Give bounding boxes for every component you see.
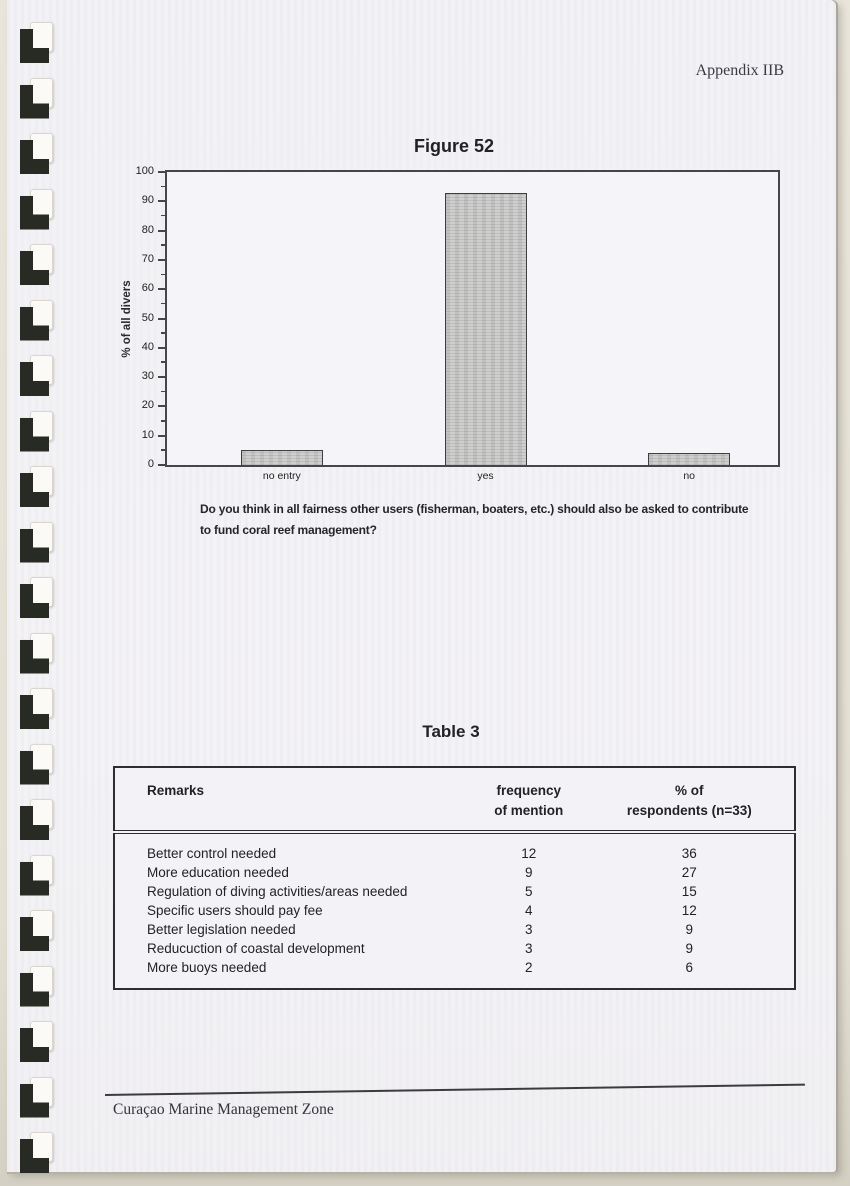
cell-remark: Better control needed — [147, 846, 277, 861]
binding-clip — [20, 522, 54, 564]
y-tick-label: 80 — [141, 223, 154, 236]
cell-percent: 36 — [681, 846, 697, 861]
cell-filler — [764, 832, 795, 863]
table-row — [114, 939, 795, 958]
appendix-label: Appendix IIB — [695, 62, 784, 79]
punched-hole — [30, 633, 53, 663]
caption-line-1: Do you think in all fairness other users (fisherman, boaters, etc.) should also be asked to contribute — [200, 502, 749, 516]
binding-clip — [20, 577, 54, 619]
binding-clip — [20, 1077, 54, 1119]
binding-clip — [20, 411, 54, 453]
table-row — [114, 863, 795, 882]
col-header-frequency — [443, 767, 614, 832]
y-minor-tick — [161, 391, 167, 393]
cell-frequency: 3 — [524, 922, 533, 937]
cell-frequency: 5 — [524, 884, 533, 899]
binding-clip — [20, 799, 54, 841]
cell-frequency: 2 — [524, 960, 533, 975]
col-header-frequency-line2: of mention — [494, 803, 564, 818]
table-row — [114, 901, 795, 920]
figure-caption — [200, 499, 820, 541]
binding-clip — [20, 189, 54, 231]
cell-filler — [764, 958, 795, 989]
y-minor-tick — [161, 303, 167, 305]
binding-clip — [20, 22, 54, 64]
punched-hole — [30, 799, 53, 829]
y-tick-label: 100 — [135, 165, 154, 177]
bar-no-entry — [241, 450, 323, 465]
y-major-tick — [158, 405, 167, 407]
punched-hole — [30, 966, 53, 996]
footer-text: Curaçao Marine Management Zone — [113, 1101, 334, 1118]
punched-hole — [30, 688, 53, 718]
figure-title: Figure 52 — [413, 136, 495, 156]
y-major-tick — [158, 376, 167, 378]
punched-hole — [30, 522, 53, 552]
cell-percent: 6 — [685, 960, 694, 975]
bar-yes — [445, 193, 527, 465]
punched-hole — [30, 1132, 53, 1162]
binding-clip — [20, 1021, 54, 1063]
y-major-tick — [158, 464, 167, 466]
cell-filler — [764, 863, 795, 882]
y-minor-tick — [161, 186, 167, 188]
punched-hole — [30, 300, 53, 330]
binding-clip — [20, 466, 54, 508]
cell-remark: Specific users should pay fee — [147, 903, 323, 918]
punched-hole — [30, 910, 53, 940]
y-minor-tick — [161, 449, 167, 451]
col-header-percent-line1: % of — [675, 783, 704, 798]
binding-clip — [20, 855, 54, 897]
cell-filler — [764, 901, 795, 920]
y-minor-tick — [161, 361, 167, 363]
cell-frequency: 12 — [521, 846, 537, 861]
y-major-tick — [158, 230, 167, 232]
table-row — [114, 958, 795, 989]
y-major-tick — [158, 200, 167, 202]
binding-clip — [20, 355, 54, 397]
col-header-percent-line2: respondents (n=33) — [626, 803, 752, 818]
y-major-tick — [158, 347, 167, 349]
bar-chart-plot-area — [121, 165, 780, 482]
punched-hole — [30, 466, 53, 496]
y-tick-label: 50 — [141, 311, 154, 324]
cell-percent: 12 — [681, 903, 697, 918]
y-major-tick — [158, 171, 167, 173]
caption-line-2: to fund coral reef management? — [200, 523, 377, 537]
cell-remark: More buoys needed — [147, 960, 267, 975]
binding-clip — [20, 744, 54, 786]
cell-frequency: 9 — [524, 865, 533, 880]
cell-percent: 9 — [685, 941, 694, 956]
y-axis-title: % of all divers — [121, 279, 133, 358]
cell-frequency: 3 — [524, 941, 533, 956]
binding-clip — [20, 910, 54, 952]
x-tick-label: no entry — [262, 470, 301, 482]
remarks-table — [113, 766, 796, 990]
y-tick-label: 30 — [141, 370, 154, 383]
y-major-tick — [158, 259, 167, 261]
punched-hole — [30, 78, 53, 108]
col-header-remarks — [114, 767, 443, 832]
y-minor-tick — [161, 215, 167, 217]
y-tick-label: 70 — [141, 252, 154, 265]
col-header-frequency-line1: frequency — [496, 783, 561, 798]
y-minor-tick — [161, 274, 167, 276]
punched-hole — [30, 577, 53, 607]
y-minor-tick — [161, 244, 167, 246]
cell-remark: Reducuction of coastal development — [147, 941, 365, 956]
y-tick-label: 60 — [141, 282, 154, 295]
y-major-tick — [158, 288, 167, 290]
punched-hole — [30, 355, 53, 385]
y-minor-tick — [161, 420, 167, 422]
bar-no — [648, 453, 730, 465]
remarks-table-body — [114, 832, 795, 989]
binding-clip — [20, 244, 54, 286]
y-tick-label: 40 — [141, 340, 154, 353]
cell-remark: Better legislation needed — [147, 922, 296, 937]
punched-hole — [30, 855, 53, 885]
cell-frequency: 4 — [524, 903, 533, 918]
binding-clip — [20, 633, 54, 675]
cell-percent: 9 — [685, 922, 694, 937]
cell-filler — [764, 939, 795, 958]
table-row — [114, 920, 795, 939]
y-major-tick — [158, 318, 167, 320]
footer-rule — [105, 1084, 805, 1096]
table-row — [114, 882, 795, 901]
punched-hole — [30, 1021, 53, 1051]
col-header-filler — [764, 767, 795, 832]
punched-hole — [30, 133, 53, 163]
x-axis-labels — [167, 465, 778, 485]
col-header-remarks-label: Remarks — [147, 783, 205, 798]
cell-remark: Regulation of diving activities/areas needed — [147, 884, 408, 899]
binding-clip — [20, 78, 54, 120]
x-tick-label: no — [683, 470, 695, 482]
y-minor-tick — [161, 332, 167, 334]
remarks-table-header — [114, 767, 795, 832]
y-tick-label: 90 — [141, 194, 154, 207]
punched-hole — [30, 1077, 53, 1107]
punched-hole — [30, 22, 53, 52]
binding-clip — [20, 966, 54, 1008]
table-row — [114, 832, 795, 863]
x-tick-label: yes — [477, 470, 494, 482]
binding-clip — [20, 133, 54, 175]
y-tick-label: 0 — [147, 458, 154, 470]
binding-clip — [20, 300, 54, 342]
cell-filler — [764, 882, 795, 901]
cell-remark: More education needed — [147, 865, 289, 880]
header-row — [114, 767, 795, 832]
cell-percent: 15 — [681, 884, 697, 899]
binding-clip — [20, 688, 54, 730]
punched-hole — [30, 189, 53, 219]
table-title: Table 3 — [422, 722, 480, 741]
binding-clip — [20, 1132, 54, 1174]
punched-hole — [30, 244, 53, 274]
punched-hole — [30, 411, 53, 441]
cell-percent: 27 — [681, 865, 697, 880]
y-tick-label: 20 — [141, 399, 154, 412]
col-header-percent — [614, 767, 764, 832]
y-major-tick — [158, 435, 167, 437]
y-tick-label: 10 — [141, 428, 154, 441]
punched-hole — [30, 744, 53, 774]
cell-filler — [764, 920, 795, 939]
paper-sheet — [7, 0, 836, 1172]
